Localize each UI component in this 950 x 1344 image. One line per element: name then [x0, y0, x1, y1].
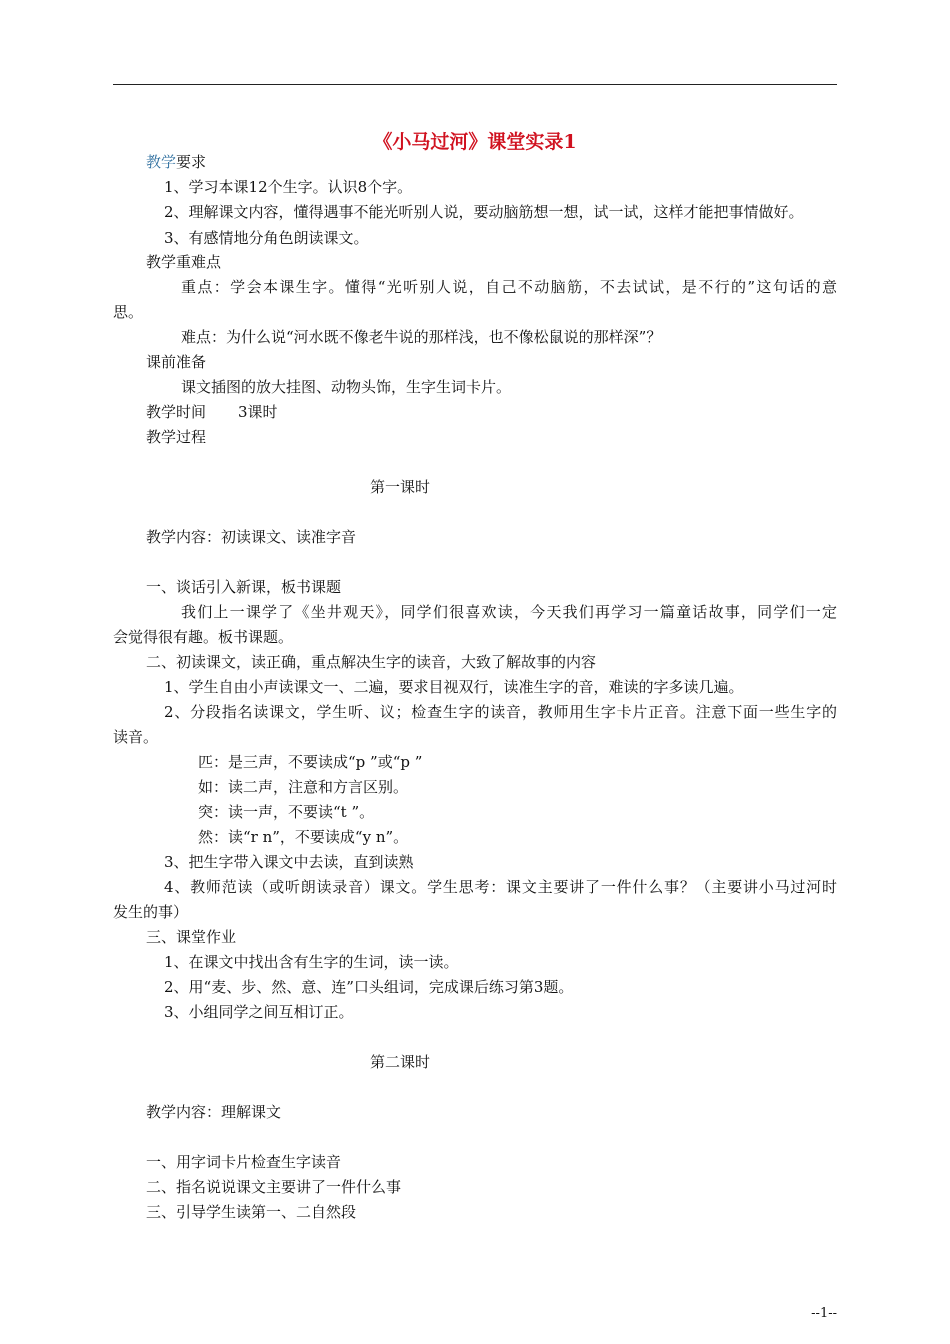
lesson-1-step-3: 三、课堂作业	[146, 928, 237, 946]
teaching-time-label: 教学时间	[146, 403, 207, 421]
lesson-2-step-2: 二、指名说说课文主要讲了一件什么事	[146, 1178, 402, 1196]
process-heading: 教学过程	[146, 428, 207, 446]
lesson-2-heading: 第二课时	[369, 1053, 430, 1071]
lesson-1-step-3-item-1: 1、在课文中找出含有生字的生词，读一读。	[164, 953, 459, 971]
pronunciation-note-2: 如：读二声，注意和方言区别。	[198, 778, 409, 796]
lesson-1-step-3-item-2: 2、用“麦、步、然、意、连”口头组词，完成课后练习第3题。	[164, 978, 574, 996]
lesson-1-step-2-item-2-line-2: 读音。	[113, 728, 159, 746]
header-rule	[113, 84, 837, 85]
lesson-2-step-1: 一、用字词卡片检查生字读音	[146, 1153, 342, 1171]
key-difficulty-heading: 教学重难点	[146, 253, 222, 271]
lesson-2-content: 教学内容：理解课文	[146, 1103, 282, 1121]
lesson-1-step-2-item-1: 1、学生自由小声读课文一、二遍，要求目视双行，读准生字的音，难读的字多读几遍。	[164, 678, 744, 696]
pronunciation-note-1: 匹：是三声，不要读成“p ”或“p ”	[198, 753, 423, 771]
requirements-heading-accent: 教学	[146, 153, 177, 171]
teaching-time	[146, 402, 278, 422]
difficulty-point: 难点：为什么说“河水既不像老牛说的那样浅，也不像松鼠说的那样深”？	[181, 328, 662, 346]
document-title: 《小马过河》课堂实录1	[373, 131, 577, 153]
requirement-3: 3、有感情地分角色朗读课文。	[164, 229, 369, 247]
requirements-heading	[146, 152, 206, 172]
lesson-1-content: 教学内容：初读课文、读准字音	[146, 528, 357, 546]
key-point-line-2: 思。	[113, 303, 144, 321]
lesson-1-heading: 第一课时	[369, 478, 430, 496]
preparation-text: 课文插图的放大挂图、动物头饰，生字生词卡片。	[181, 378, 512, 396]
lesson-1-step-1-text-line-2: 会觉得很有趣。板书课题。	[113, 628, 294, 646]
pronunciation-note-4: 然：读“r n”，不要读成“y n”。	[198, 828, 409, 846]
lesson-1-step-2-item-4-line-2: 发生的事）	[113, 903, 189, 921]
lesson-1-step-2: 二、初读课文，读正确，重点解决生字的读音，大致了解故事的内容	[146, 653, 597, 671]
lesson-2-step-3: 三、引导学生读第一、二自然段	[146, 1203, 357, 1221]
key-point-line-1: 重点：学会本课生字。懂得“光听别人说，自己不动脑筋，不去试试，是不行的”这句话的意	[181, 278, 837, 296]
requirement-2: 2、理解课文内容，懂得遇事不能光听别人说，要动脑筋想一想，试一试，这样才能把事情做好。	[164, 203, 804, 221]
teaching-time-value: 3课时	[238, 403, 278, 421]
lesson-1-step-1-text-line-1: 我们上一课学了《坐井观天》，同学们很喜欢读，今天我们再学习一篇童话故事，同学们一定	[181, 603, 837, 621]
lesson-1-step-1: 一、谈话引入新课，板书课题	[146, 578, 342, 596]
lesson-1-step-2-item-2-line-1: 2、分段指名读课文，学生听、议；检查生字的读音，教师用生字卡片正音。注意下面一些生字的	[164, 703, 837, 721]
lesson-1-step-3-item-3: 3、小组同学之间互相订正。	[164, 1003, 354, 1021]
lesson-1-step-2-item-4-line-1: 4、教师范读（或听朗读录音）课文。学生思考：课文主要讲了一件什么事？（主要讲小马过河时	[164, 878, 837, 896]
preparation-heading: 课前准备	[146, 353, 207, 371]
requirements-heading-rest: 要求	[176, 153, 207, 171]
lesson-1-step-2-item-3: 3、把生字带入课文中去读，直到读熟	[164, 853, 414, 871]
pronunciation-note-3: 突：读一声，不要读“t ”。	[198, 803, 375, 821]
page-number: --1--	[811, 1306, 837, 1321]
requirement-1: 1、学习本课12个生字。认识8个字。	[164, 178, 413, 196]
